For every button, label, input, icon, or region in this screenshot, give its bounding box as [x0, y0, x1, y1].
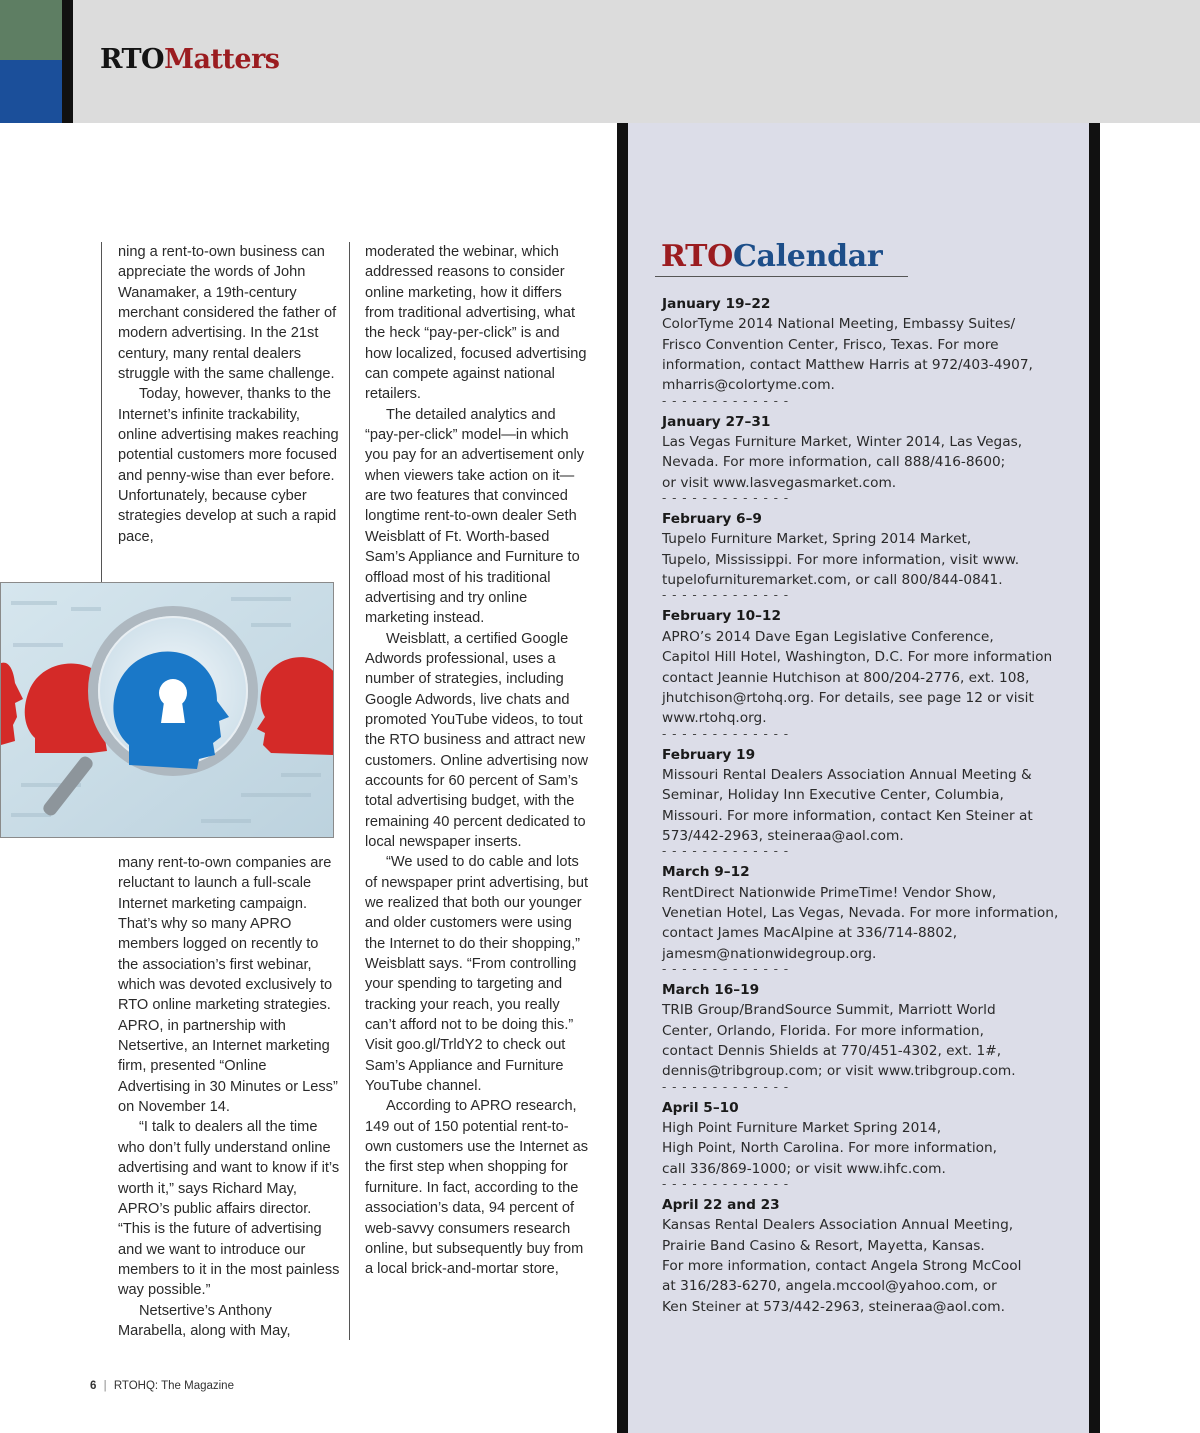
header-accent-green [0, 0, 62, 60]
event-description: APRO’s 2014 Dave Egan Legislative Conference, Capitol Hill Hotel, Washington, D.C. For more information contact Jeannie Hutchison at 800/204-2776, ext. 108, jhutchison@rtohq.org. For details, see page 12 or visit www.rtohq.org. [662, 628, 1053, 727]
event-separator: - - - - - - - - - - - - - [662, 393, 790, 408]
event-date: April 5–10 [662, 1099, 739, 1116]
event-date: January 27–31 [662, 413, 771, 430]
calendar-event [662, 412, 1072, 493]
paragraph: “I talk to dealers all the time who don’t fully understand online advertising and want to know if it’s worth it,” says Richard May, APRO’s public affairs director. “This is the future of advertising and we want to introduce our members to it in the most painless way possible.” [118, 1119, 340, 1299]
event-date: February 19 [662, 746, 756, 763]
page-number: 6 [90, 1380, 97, 1392]
paragraph: The detailed analytics and “pay-per-click” model—in which you pay for an advertisement only when viewers take action on it—are two features that convinced longtime rent-to-own dealer Seth Weisblatt of Ft. Worth-based Sam’s Appliance and Furniture to offload most of his traditional advertising and try online marketing instead. [365, 406, 585, 627]
calendar-border-left [617, 123, 628, 1433]
event-description: TRIB Group/BrandSource Summit, Marriott World Center, Orlando, Florida. For more information, contact Dennis Shields at 770/451-4302, ext. 1#, dennis@tribgroup.com; or visit www.tribgroup.com. [662, 1002, 1016, 1080]
paragraph: Weisblatt, a certified Google Adwords professional, uses a number of strategies, including Google Adwords, live chats and promoted YouTube videos, to tout the RTO business and attract new customers. Online advertising now accounts for 60 percent of Sam’s total advertising budget, with the remaining 40 percent dedicated to local newspaper inserts. [365, 630, 589, 850]
calendar-event [662, 509, 1072, 590]
column-rule [349, 242, 350, 1340]
calendar-event-list [662, 294, 1072, 1317]
event-description: High Point Furniture Market Spring 2014, High Point, North Carolina. For more information, call 336/869-1000; or visit www.ihfc.com. [662, 1120, 998, 1177]
event-description: RentDirect Nationwide PrimeTime! Vendor Show, Venetian Hotel, Las Vegas, Nevada. For more information, contact James MacAlpine at 336/714-8802, jamesm@nationwidegroup.org. [662, 884, 1059, 962]
section-title [100, 42, 280, 78]
article-photo [0, 582, 334, 838]
calendar-event [662, 294, 1072, 396]
footer-divider: | [103, 1380, 107, 1392]
calendar-event [662, 745, 1072, 847]
article-column-2 [365, 242, 589, 1280]
event-date: February 6–9 [662, 511, 762, 528]
article-column-1-bottom [118, 853, 340, 1341]
calendar-event [662, 980, 1072, 1082]
paragraph: ning a rent-to-own business can appreciate the words of John Wanamaker, a 19th-century merchant considered the father of modern advertising. In the 21st century, many rental dealers struggle with the same challenge. [118, 244, 337, 383]
event-separator: - - - - - - - - - - - - - [662, 844, 790, 859]
column-rule [101, 242, 102, 582]
event-description: Kansas Rental Dealers Association Annual Meeting, Prairie Band Casino & Resort, Mayetta, Kansas. For more information, contact Angela Strong McCool at 316/283-6270, angela.mccool@yahoo.com, or Ken Steiner at 573/442-2963, steineraa@aol.com. [662, 1217, 1022, 1315]
page-footer [90, 1380, 234, 1392]
header-accent-blue [0, 60, 62, 123]
paragraph: Netsertive’s Anthony Marabella, along with May, [118, 1302, 291, 1339]
event-description: Missouri Rental Dealers Association Annual Meeting & Seminar, Holiday Inn Executive Center, Columbia, Missouri. For more information, contact Ken Steiner at 573/442-2963, steineraa@aol.com. [662, 766, 1033, 844]
event-separator: - - - - - - - - - - - - - [662, 1079, 790, 1094]
calendar-title-rule [655, 276, 908, 277]
section-title-suffix: Matters [164, 44, 280, 75]
calendar-title-suffix: Calendar [732, 239, 883, 274]
event-date: March 9–12 [662, 864, 750, 881]
paragraph: many rent-to-own companies are reluctant to launch a full-scale Internet marketing campaign. That’s why so many APRO members logged on recently to the association’s first webinar, which was devoted exclusively to RTO online marketing strategies. APRO, in partnership with Netsertive, an Internet marketing firm, presented “Online Advertising in 30 Minutes or Less” on November 14. [118, 855, 338, 1116]
calendar-border-right [1089, 123, 1100, 1433]
paragraph: Today, however, thanks to the Internet’s infinite trackability, online advertising makes reaching potential customers more focused and penny-wise than ever before. Unfortunately, because cyber strategies develop at such a rapid pace, [118, 386, 339, 545]
event-separator: - - - - - - - - - - - - - [662, 726, 790, 741]
calendar-event [662, 1098, 1072, 1179]
paragraph: moderated the webinar, which addressed reasons to consider online marketing, how it differs from traditional advertising, what the heck “pay-per-click” is and how localized, focused advertising can compete against national retailers. [365, 244, 587, 403]
event-date: March 16–19 [662, 981, 760, 998]
event-description: ColorTyme 2014 National Meeting, Embassy Suites/ Frisco Convention Center, Frisco, Texas. For more information, contact Matthew Harris at 972/403-4907, mharris@colortyme.com. [662, 316, 1033, 394]
event-date: April 22 and 23 [662, 1197, 780, 1214]
header-accent-bar [62, 0, 73, 123]
event-date: January 19–22 [662, 296, 771, 312]
calendar-title-prefix: RTO [661, 239, 733, 274]
event-description: Tupelo Furniture Market, Spring 2014 Market, Tupelo, Mississippi. For more information, visit www. tupelofurnituremarket.com, or call 800/844-0841. [662, 531, 1020, 589]
paragraph: According to APRO research, 149 out of 150 potential rent-to-own customers use the Internet as the first step when shopping for furniture. In fact, according to the association’s data, 94 percent of web-savvy consumers research online, but subsequently buy from a local brick-and-mortar store, [365, 1098, 589, 1278]
event-separator: - - - - - - - - - - - - - [662, 961, 790, 976]
article-illustration [1, 583, 334, 838]
calendar-event [662, 1195, 1072, 1317]
event-date: February 10–12 [662, 608, 781, 625]
event-description: Las Vegas Furniture Market, Winter 2014, Las Vegas, Nevada. For more information, call 888/416-8600; or visit www.lasvegasmarket.com. [662, 434, 1023, 491]
calendar-event [662, 862, 1072, 964]
article-column-1-top [118, 242, 340, 547]
event-separator: - - - - - - - - - - - - - [662, 491, 790, 506]
calendar-event [662, 606, 1072, 728]
event-separator: - - - - - - - - - - - - - [662, 588, 790, 603]
section-title-prefix: RTO [100, 44, 165, 75]
calendar-title [661, 238, 882, 276]
paragraph: “We used to do cable and lots of newspaper print advertising, but we realized that both our younger and older customers were using the Internet to do their shopping,” Weisblatt says. “From controlling your spending to targeting and tracking your reach, you really can’t afford not to be doing this.” Visit goo.gl/TrldY2 to check out Sam’s Appliance and Furniture YouTube channel. [365, 854, 589, 1095]
event-separator: - - - - - - - - - - - - - [662, 1177, 790, 1192]
publication-name: RTOHQ: The Magazine [113, 1380, 234, 1392]
